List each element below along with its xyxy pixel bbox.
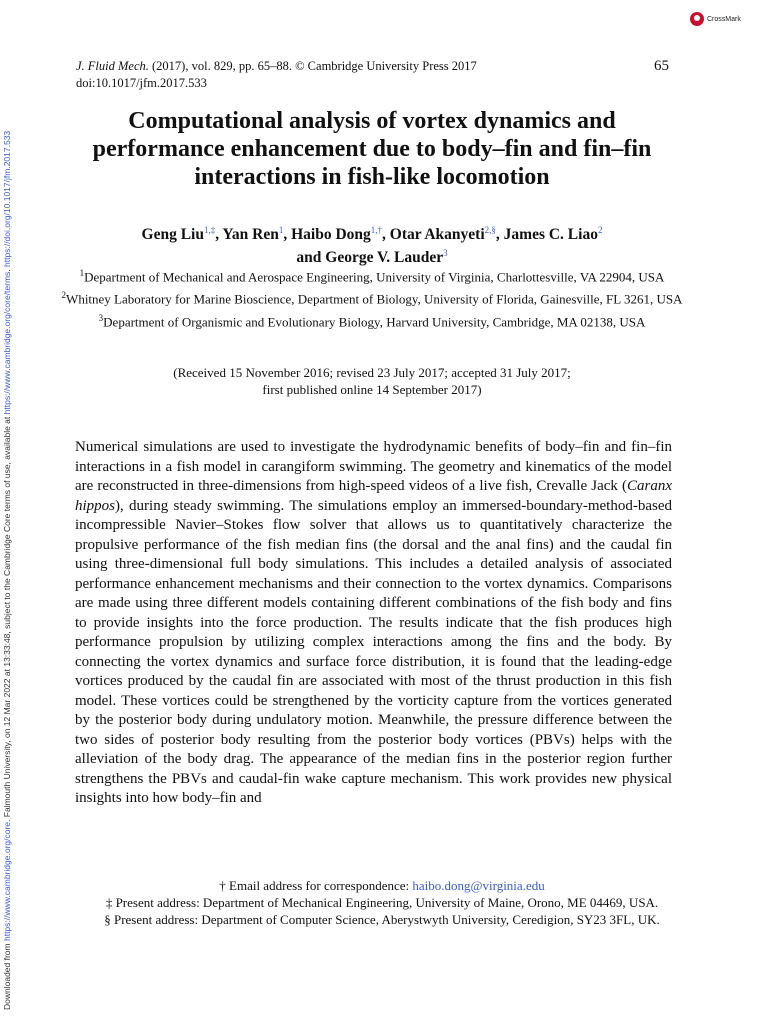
species-name: Caranx hippos (75, 478, 672, 514)
author-affiliation-marker[interactable]: 2 (597, 225, 603, 235)
affiliation-text: Department of Organismic and Evolutionary Biology, Harvard University, Cambridge, MA 02138, USA (103, 313, 646, 329)
affiliations (60, 265, 684, 332)
running-header (76, 58, 676, 92)
journal-name: J. Fluid Mech. (76, 59, 149, 73)
cambridge-core-link[interactable]: https://www.cambridge.org/core (2, 821, 12, 942)
crossmark-icon (690, 12, 704, 26)
author-name: James C. Liao (503, 226, 598, 244)
doi: doi:10.1017/jfm.2017.533 (76, 76, 207, 90)
footnote-present-1: ‡ Present address: Department of Mechanical Engineering, University of Maine, Orono, ME 04469, USA. (105, 895, 659, 910)
author-affiliation-marker[interactable]: 3 (443, 248, 448, 259)
abstract (75, 438, 672, 809)
affiliation (60, 287, 684, 307)
affiliation-number: 2 (61, 290, 67, 301)
abstract-part-1: Numerical simulations are used to investigate the hydrodynamic benefits of body–fin and fin–fin interactions in a fish model in carangiform swimming. The geometry and kinematics of the model are reconstructed in three-dimensions from high-speed videos of a live fish, Crevalle Jack ( (75, 439, 672, 494)
author-list (60, 221, 684, 267)
author-name: Otar Akanyeti (389, 226, 485, 244)
affiliation (60, 310, 684, 330)
author-affiliation-marker[interactable]: 2,§ (484, 225, 496, 235)
author-separator: , (495, 226, 504, 244)
download-middle: . Falmouth University, on 12 Mar 2022 at 13:33:48, subject to the Cambridge Core terms of use, available at (2, 414, 12, 822)
citation: (2017), vol. 829, pp. 65–88. © Cambridge University Press 2017 (148, 59, 477, 73)
crossmark-label: CrossMark (707, 15, 741, 23)
author-affiliation-marker[interactable]: 1 (278, 225, 284, 235)
download-notice (2, 0, 16, 1024)
download-middle2: . (2, 266, 12, 272)
affiliation (60, 265, 684, 285)
footnote-email (96, 877, 668, 894)
author-separator: , (215, 226, 223, 244)
abstract-part-2: ), during steady swimming. The simulations employ an immersed-boundary-method-based incompressible Navier–Stokes flow solver that allows us to quantitatively characterize the propulsive performance of the fish median fins (the dorsal and the anal fins) and the caudal fin using three-dimensional full body simulations. This includes a detailed analysis of associated performance enhancement mechanisms and their connection to the vortex dynamics. Comparisons are made using three different models containing different combinations of the fish body and fins to provide insights into the force production. The results indicate that the fish produces high performance propulsion by utilizing complex interactions among the fins and the body. By connecting the vortex dynamics and surface force distribution, it is found that the leading-edge vortices produced by the caudal fin are associated with most of the thrust production in this fish model. These vortices could be strengthened by the vorticity capture from the vortices generated by the posterior body during undulatory motion. Meanwhile, the pressure difference between the two sides of posterior body resulting from the posterior body vortices (PBVs) helps with the alleviation of the body drag. The appearance of the median fins in the posterior region further strengthens the PBVs and caudal-fin wake capture mechanism. This work provides new physical insights into how body–fin and (75, 497, 672, 806)
footnotes (96, 877, 668, 928)
footnote-present-2: § Present address: Department of Computer Science, Aberystwyth University, Ceredigion, SY23 3FL, UK. (104, 912, 660, 927)
terms-link[interactable]: https://www.cambridge.org/core/terms (2, 271, 12, 415)
doi-link[interactable]: https://doi.org/10.1017/jfm.2017.533 (2, 130, 12, 267)
affiliation-number: 3 (98, 312, 104, 323)
page-number: 65 (654, 58, 669, 74)
author-name: George V. Lauder (325, 249, 444, 267)
author-name: Geng Liu (141, 226, 204, 244)
received-dates (60, 364, 684, 398)
affiliation-text: Department of Mechanical and Aerospace Engineering, University of Virginia, Charlottesville, VA 22904, USA (84, 269, 665, 285)
paper-title: Computational analysis of vortex dynamics and performance enhancement due to body–fin and fin–fin interactions in fish-like locomotion (92, 108, 652, 190)
author-name: Haibo Dong (291, 226, 371, 244)
author-separator: , (382, 226, 390, 244)
received-line-1: (Received 15 November 2016; revised 23 July 2017; accepted 31 July 2017; (173, 365, 571, 380)
email-label: † Email address for correspondence: (219, 878, 413, 893)
email-link[interactable]: haibo.dong@virginia.edu (412, 878, 545, 893)
author-separator: , (283, 226, 292, 244)
author-affiliation-marker[interactable]: 1,† (370, 225, 383, 235)
received-line-2: first published online 14 September 2017) (262, 382, 482, 397)
author-affiliation-marker[interactable]: 1,‡ (203, 225, 216, 235)
author-name: Yan Ren (222, 226, 279, 244)
download-prefix: Downloaded from (2, 941, 12, 1010)
crossmark-badge[interactable] (690, 12, 741, 26)
affiliation-text: Whitney Laboratory for Marine Bioscience, Department of Biology, University of Florida, Gainesville, FL 3261, USA (66, 291, 683, 307)
affiliation-number: 1 (79, 268, 85, 278)
author-and: and (296, 249, 326, 267)
